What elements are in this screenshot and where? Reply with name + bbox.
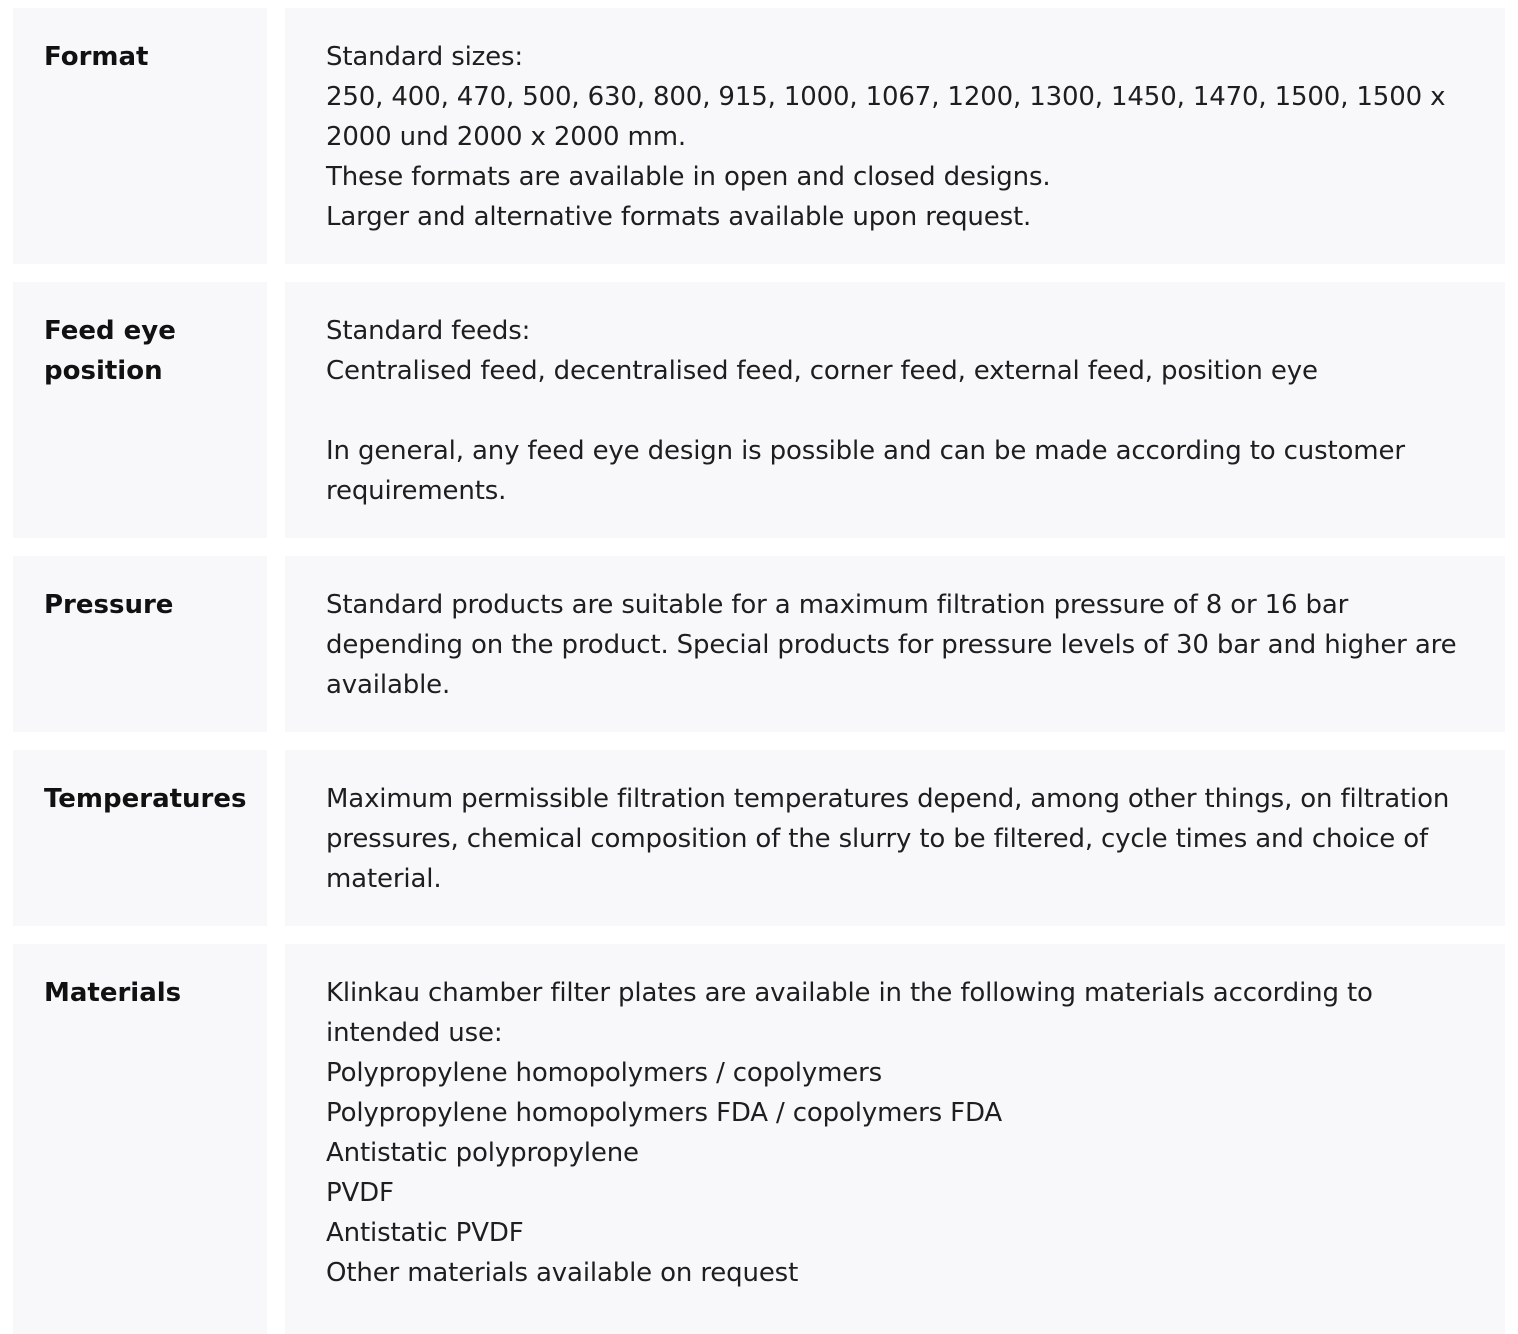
spec-text-line: Antistatic PVDF — [326, 1218, 524, 1248]
spec-row-materials — [13, 944, 1505, 1334]
spec-label-pressure: Pressure — [13, 556, 267, 732]
spec-text-line: Polypropylene homopolymers / copolymers — [326, 1058, 883, 1088]
spec-text-line: In general, any feed eye design is possible and can be made according to customer requirements. — [326, 436, 1405, 506]
spec-value-pressure — [285, 556, 1505, 732]
spec-text-line: 250, 400, 470, 500, 630, 800, 915, 1000, 1067, 1200, 1300, 1450, 1470, 1500, 1500 x 2000 und 2000 x 2000 mm. — [326, 82, 1446, 152]
spec-text-line: Other materials available on request — [326, 1258, 799, 1288]
spec-text-line: Standard sizes: — [326, 42, 524, 72]
spec-label-materials: Materials — [13, 944, 267, 1334]
spec-label-feed-eye-position: Feed eye position — [13, 282, 267, 538]
spec-row-feed-eye-position — [13, 282, 1505, 538]
spec-text-line: Centralised feed, decentralised feed, corner feed, external feed, position eye — [326, 356, 1318, 386]
spec-value-materials — [285, 944, 1505, 1334]
spec-text-line: Polypropylene homopolymers FDA / copolymers FDA — [326, 1098, 1003, 1128]
spec-text-line: Maximum permissible filtration temperatures depend, among other things, on filtration pressures, chemical composition of the slurry to be filtered, cycle times and choice of material. — [326, 784, 1450, 894]
spec-row-pressure — [13, 556, 1505, 732]
spec-value-temperatures — [285, 750, 1505, 926]
spec-row-format — [13, 8, 1505, 264]
spec-table — [13, 8, 1505, 1334]
spec-value-format — [285, 8, 1505, 264]
spec-row-temperatures — [13, 750, 1505, 926]
spec-text-line: Standard products are suitable for a maximum filtration pressure of 8 or 16 bar depending on the product. Special products for pressure levels of 30 bar and higher are available. — [326, 590, 1457, 700]
spec-text-line: Standard feeds: — [326, 316, 531, 346]
spec-text-line: PVDF — [326, 1178, 394, 1208]
spec-label-temperatures: Temperatures — [13, 750, 267, 926]
spec-text-line: These formats are available in open and closed designs. — [326, 162, 1051, 192]
spec-text-line: Klinkau chamber filter plates are available in the following materials according to intended use: — [326, 978, 1373, 1048]
spec-label-format: Format — [13, 8, 267, 264]
spec-value-feed-eye-position — [285, 282, 1505, 538]
spec-text-line: Larger and alternative formats available upon request. — [326, 202, 1032, 232]
spec-text-line: Antistatic polypropylene — [326, 1138, 639, 1168]
